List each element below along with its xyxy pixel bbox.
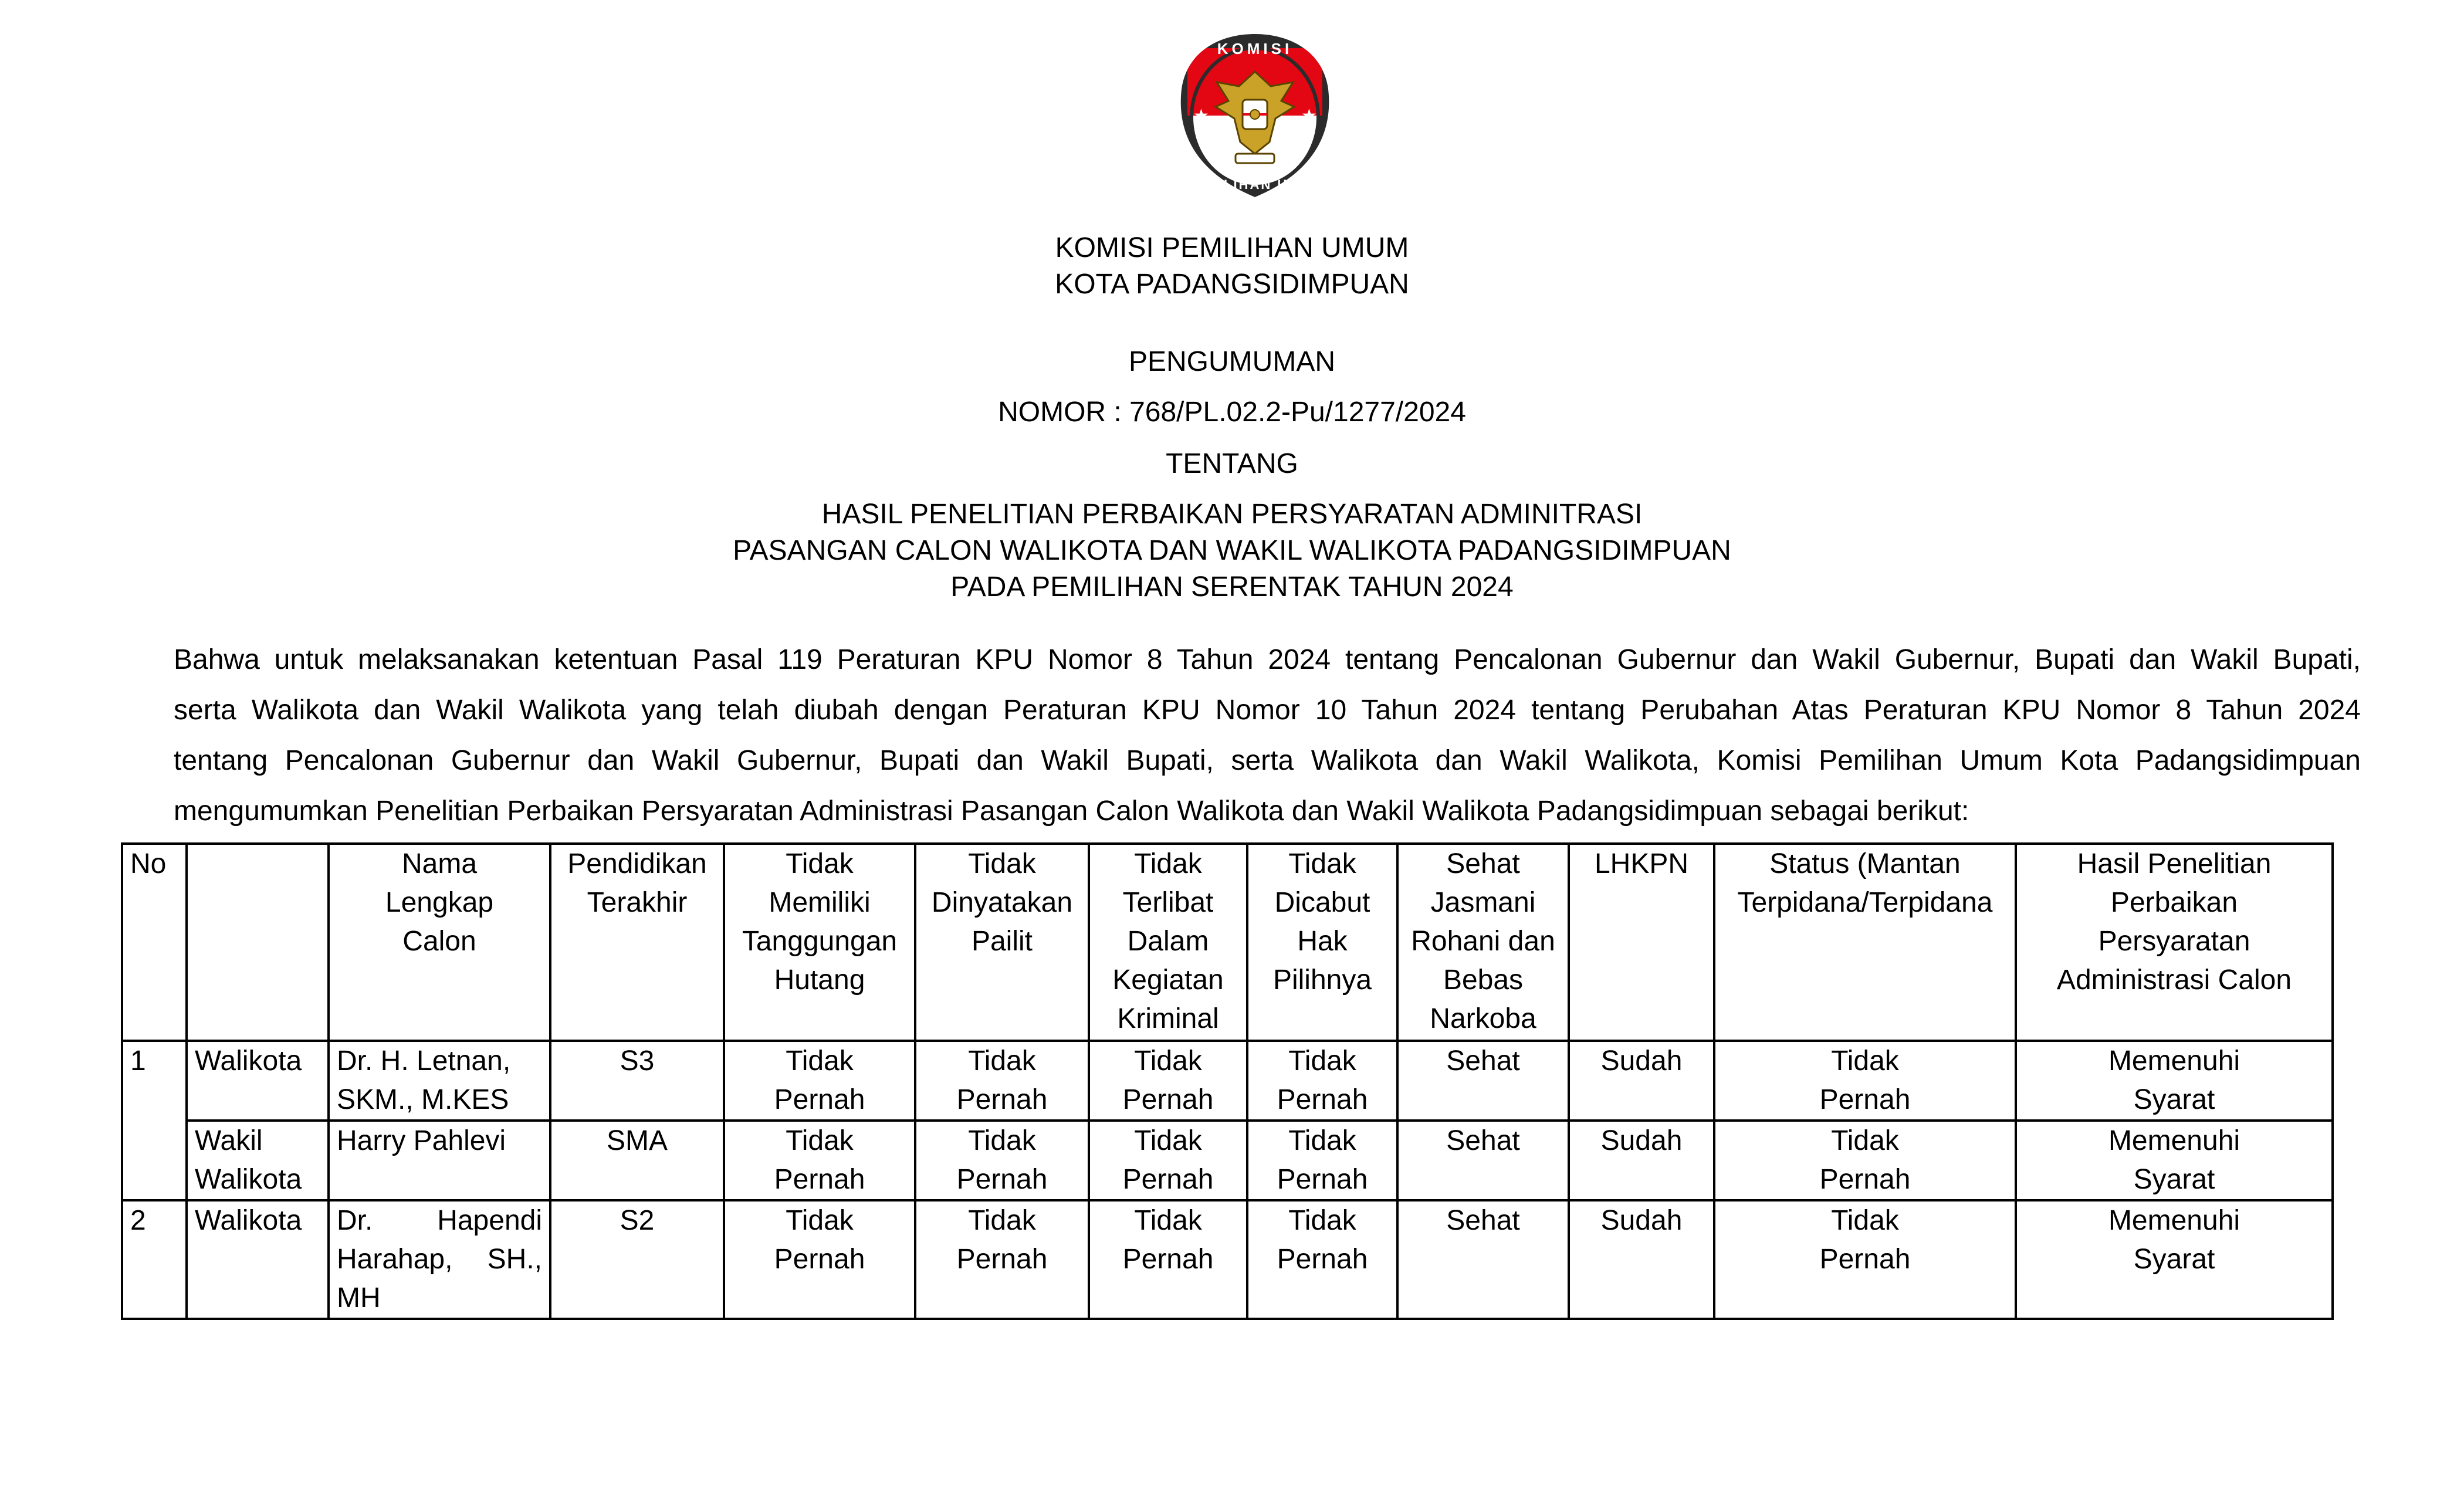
candidate-table: [121, 842, 2334, 1320]
subject-line-1: HASIL PENELITIAN PERBAIKAN PERSYARATAN ADMINITRASI: [821, 499, 1643, 530]
header-debt: Tidak Memiliki Tanggungan Hutang: [724, 844, 915, 1041]
header-education: Pendidikan Terakhir: [550, 844, 724, 1041]
header-health: Sehat Jasmani Rohani dan Bebas Narkoba: [1397, 844, 1569, 1041]
org-city: KOTA PADANGSIDIMPUAN: [1055, 269, 1409, 300]
cell-education: S2: [550, 1200, 724, 1319]
cell-name: Harry Pahlevi: [329, 1121, 550, 1200]
table-row: [122, 1200, 2333, 1319]
cell-position: Wakil Walikota: [187, 1121, 329, 1200]
cell-criminal: Tidak Pernah: [1089, 1200, 1247, 1319]
cell-education: SMA: [550, 1121, 724, 1200]
cell-position: Walikota: [187, 1041, 329, 1121]
logo-top-text: KOMISI: [1217, 40, 1293, 57]
cell-education: S3: [550, 1041, 724, 1121]
cell-status: Tidak Pernah: [1714, 1200, 2016, 1319]
cell-status: Tidak Pernah: [1714, 1121, 2016, 1200]
subject-line-3: PADA PEMILIHAN SERENTAK TAHUN 2024: [950, 571, 1514, 603]
cell-lhkpn: Sudah: [1569, 1041, 1714, 1121]
cell-revoked: Tidak Pernah: [1247, 1200, 1397, 1319]
table-row: [122, 1121, 2333, 1200]
org-name: KOMISI PEMILIHAN UMUM: [1055, 232, 1409, 263]
body-paragraph: [174, 635, 2361, 837]
doc-type: PENGUMUMAN: [1128, 346, 1335, 377]
header-name: Nama Lengkap Calon: [329, 844, 550, 1041]
doc-about: TENTANG: [1166, 448, 1298, 479]
header-revoked: Tidak Dicabut Hak Pilihnya: [1247, 844, 1397, 1041]
logo-bottom-text: PEMILIHAN UMUM: [1185, 177, 1325, 192]
header-bankrupt: Tidak Dinyatakan Pailit: [915, 844, 1089, 1041]
cell-lhkpn: Sudah: [1569, 1121, 1714, 1200]
cell-position: Walikota: [187, 1200, 329, 1319]
cell-result: Memenuhi Syarat: [2016, 1200, 2333, 1319]
cell-name: Dr. H. Letnan, SKM., M.KES: [329, 1041, 550, 1121]
cell-result: Memenuhi Syarat: [2016, 1041, 2333, 1121]
cell-debt: Tidak Pernah: [724, 1041, 915, 1121]
body-line: Bahwa untuk melaksanakan ketentuan Pasal 119 Peraturan KPU Nomor 8 Tahun 2024 tentang Pencalonan Gubernur dan Wakil Gubernur, Bupati dan Wakil Bupati,: [174, 644, 2361, 675]
cell-bankrupt: Tidak Pernah: [915, 1121, 1089, 1200]
table-header-row: [122, 844, 2333, 1041]
body-line: tentang Pencalonan Gubernur dan Wakil Gubernur, Bupati dan Wakil Bupati, serta Walikota dan Wakil Walikota, Komisi Pemilihan Umum Kota Padangsidimpuan: [174, 745, 2361, 776]
cell-revoked: Tidak Pernah: [1247, 1041, 1397, 1121]
cell-revoked: Tidak Pernah: [1247, 1121, 1397, 1200]
header-position: [187, 844, 329, 1041]
body-line: mengumumkan Penelitian Perbaikan Persyaratan Administrasi Pasangan Calon Walikota dan Wakil Walikota Padangsidimpuan sebagai berikut:: [174, 796, 1969, 827]
cell-health: Sehat: [1397, 1121, 1569, 1200]
cell-health: Sehat: [1397, 1041, 1569, 1121]
header-status: Status (Mantan Terpidana/Terpidana: [1714, 844, 2016, 1041]
cell-health: Sehat: [1397, 1200, 1569, 1319]
cell-lhkpn: Sudah: [1569, 1200, 1714, 1319]
star-icon-left: ★: [1193, 106, 1209, 126]
doc-number: NOMOR : 768/PL.02.2-Pu/1277/2024: [998, 397, 1466, 428]
cell-no: 2: [122, 1200, 187, 1319]
cell-name: Dr. Hapendi Harahap, SH., MH: [329, 1200, 550, 1319]
header-no: No: [122, 844, 187, 1041]
table-row: [122, 1041, 2333, 1121]
cell-bankrupt: Tidak Pernah: [915, 1041, 1089, 1121]
cell-status: Tidak Pernah: [1714, 1041, 2016, 1121]
cell-debt: Tidak Pernah: [724, 1200, 915, 1319]
cell-no: 1: [122, 1041, 187, 1200]
body-line: serta Walikota dan Wakil Walikota yang telah diubah dengan Peraturan KPU Nomor 10 Tahun 2024 tentang Perubahan Atas Peraturan KPU Nomor 8 Tahun 2024: [174, 695, 2361, 726]
subject-line-2: PASANGAN CALON WALIKOTA DAN WAKIL WALIKOTA PADANGSIDIMPUAN: [733, 535, 1731, 566]
header-criminal: Tidak Terlibat Dalam Kegiatan Kriminal: [1089, 844, 1247, 1041]
cell-criminal: Tidak Pernah: [1089, 1121, 1247, 1200]
cell-result: Memenuhi Syarat: [2016, 1121, 2333, 1200]
star-icon-right: ★: [1301, 106, 1317, 126]
header-result: Hasil Penelitian Perbaikan Persyaratan Administrasi Calon: [2016, 844, 2333, 1041]
kpu-logo: [1170, 31, 1340, 201]
cell-bankrupt: Tidak Pernah: [915, 1200, 1089, 1319]
cell-debt: Tidak Pernah: [724, 1121, 915, 1200]
cell-criminal: Tidak Pernah: [1089, 1041, 1247, 1121]
header-lhkpn: LHKPN: [1569, 844, 1714, 1041]
